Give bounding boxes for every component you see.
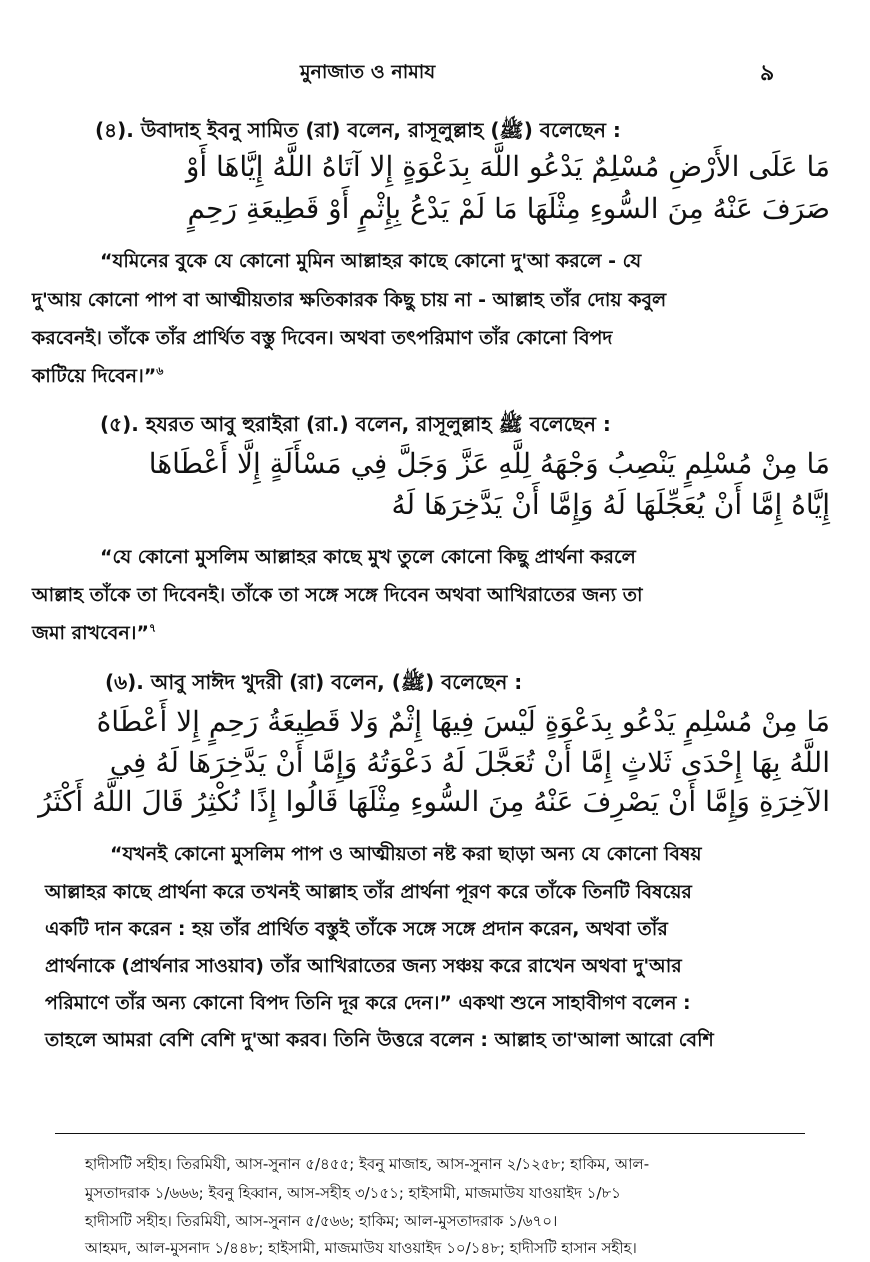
footnote-mark-7: ৭	[148, 621, 157, 635]
footnote-mark-6: ৬	[156, 364, 164, 378]
footnote-line-4: আহমদ, আল-মুসনাদ ১/৪৪৮; হাইসামী, মাজমাউয যাওয়াইদ ১০/১৪৮; হাদীসটি হাসান সহীহ।	[85, 1239, 637, 1257]
hadith-4-heading: (৪). উবাদাহ ইবনু সামিত (রা) বলেন, রাসূলুল্লাহ (ﷺ) বলেছেন :	[95, 118, 621, 142]
hadith-5-heading: (৫). হযরত আবু হুরাইরা (রা.) বলেন, রাসূলুল্লাহ ﷺ বলেছেন :	[100, 412, 611, 436]
footnote-divider	[55, 1133, 805, 1134]
hadith-6-arabic-line-1: مَا مِنْ مُسْلِمٍ يَدْعُو بِدَعْوَةٍ لَيْسَ فِيهَا إِثْمٌ وَلا قَطِيعَةُ رَحِمٍ إِلا أَعْطَاهُ	[96, 705, 830, 738]
hadith-4-arabic-line-1: مَا عَلَى الأَرْضِ مُسْلِمٌ يَدْعُو اللَّهَ بِدَعْوَةٍ إِلا آتَاهُ اللَّهُ إِيَّاهَا أَوْ	[185, 150, 830, 183]
footnote-line-3: হাদীসটি সহীহ। তিরমিযী, আস-সুনান ৫/৫৬৬; হাকিম; আল-মুসতাদরাক ১/৬৭০।	[85, 1212, 558, 1230]
hadith-6-arabic-line-2: اللَّهُ بِهَا إِحْدَى ثَلاثٍ إِمَّا أَنْ تُعَجَّلَ لَهُ دَعْوَتُهُ وَإِمَّا أَنْ يَدَّخِرَهَا لَهُ فِي	[109, 746, 830, 779]
hadith-5-arabic-line-2: إِيَّاهُ إِمَّا أَنْ يُعَجِّلَهَا لَهُ وَإِمَّا أَنْ يَدَّخِرَهَا لَهُ	[391, 488, 830, 521]
hadith-6-translation-line-1: “যখনই কোনো মুসলিম পাপ ও আত্মীয়তা নষ্ট করা ছাড়া অন্য যে কোনো বিষয়	[110, 843, 702, 865]
hadith-5-translation-line-2: আল্লাহ তাঁকে তা দিবেনই। তাঁকে তা সঙ্গে সঙ্গে দিবেন অথবা আখিরাতের জন্য তা	[32, 584, 643, 606]
hadith-4-translation-line-2: দু'আয় কোনো পাপ বা আত্মীয়তার ক্ষতিকারক কিছু চায় না - আল্লাহ তাঁর দোয় কবুল	[32, 289, 667, 311]
hadith-6-heading: (৬). আবু সাঈদ খুদরী (রা) বলেন, (ﷺ) বলেছেন :	[105, 670, 523, 694]
hadith-4-translation-line-1: “যমিনের বুকে যে কোনো মুমিন আল্লাহর কাছে কোনো দু'আ করলে - যে	[100, 250, 642, 272]
hadith-4-translation-line-3: করবেনই। তাঁকে তাঁর প্রার্থিত বস্তু দিবেন। অথবা তৎপরিমাণ তাঁর কোনো বিপদ	[32, 327, 613, 349]
hadith-5-translation-line-1: “যে কোনো মুসলিম আল্লাহর কাছে মুখ তুলে কোনো কিছু প্রার্থনা করলে	[100, 546, 636, 568]
hadith-5-arabic-line-1: مَا مِنْ مُسْلِمٍ يَنْصِبُ وَجْهَهُ لِلَّهِ عَزَّ وَجَلَّ فِي مَسْأَلَةٍ إِلَّا أَعْطَاهَا	[148, 447, 830, 480]
hadith-6-translation-line-2: আল্লাহর কাছে প্রার্থনা করে তখনই আল্লাহ তাঁর প্রার্থনা পূরণ করে তাঁকে তিনটি বিষয়ের	[45, 881, 692, 903]
footnote-line-2: মুসতাদরাক ১/৬৬৬; ইবনু হিব্বান, আস-সহীহ ৩/১৫১; হাইসামী, মাজমাউয যাওয়াইদ ১/৮১	[85, 1184, 621, 1202]
hadith-4-translation-line-4: কাটিয়ে দিবেন।”$^৬$	[32, 364, 164, 387]
page-number: ৯	[760, 61, 775, 86]
hadith-6-translation-line-5: পরিমাণে তাঁর অন্য কোনো বিপদ তিনি দূর করে দেন।” একথা শুনে সাহাবীগণ বলেন :	[45, 992, 691, 1014]
hadith-6-translation-line-6: তাহলে আমরা বেশি বেশি দু'আ করব। তিনি উত্তরে বলেন : আল্লাহ তা'আলা আরো বেশি	[45, 1029, 714, 1051]
hadith-6-arabic-line-3: الآخِرَةِ وَإِمَّا أَنْ يَصْرِفَ عَنْهُ مِنَ السُّوءِ مِثْلَهَا قَالُوا إِذًا نُكْثِرُ قَالَ اللَّهُ أَكْثَرُ	[38, 785, 830, 818]
running-header: মুনাজাত ও নামায	[300, 61, 436, 83]
footnote-line-1: হাদীসটি সহীহ। তিরমিযী, আস-সুনান ৫/৪৫৫; ইবনু মাজাহ, আস-সুনান ২/১২৫৮; হাকিম, আল-	[85, 1155, 650, 1173]
hadith-6-translation-line-4: প্রার্থনাকে (প্রার্থনার সাওয়াব) তাঁর আখিরাতের জন্য সঞ্চয় করে রাখেন অথবা দু'আর	[45, 955, 682, 977]
hadith-5-translation-line-3: জমা রাখবেন।”$^৭$	[32, 621, 157, 644]
hadith-4-arabic-line-2: صَرَفَ عَنْهُ مِنَ السُّوءِ مِثْلَهَا مَا لَمْ يَدْعُ بِإِثْمٍ أَوْ قَطِيعَةِ رَحِمٍ	[187, 192, 830, 225]
hadith-6-translation-line-3: একটি দান করেন : হয় তাঁর প্রার্থিত বস্তুই তাঁকে সঙ্গে সঙ্গে প্রদান করেন, অথবা তাঁর	[45, 918, 668, 940]
